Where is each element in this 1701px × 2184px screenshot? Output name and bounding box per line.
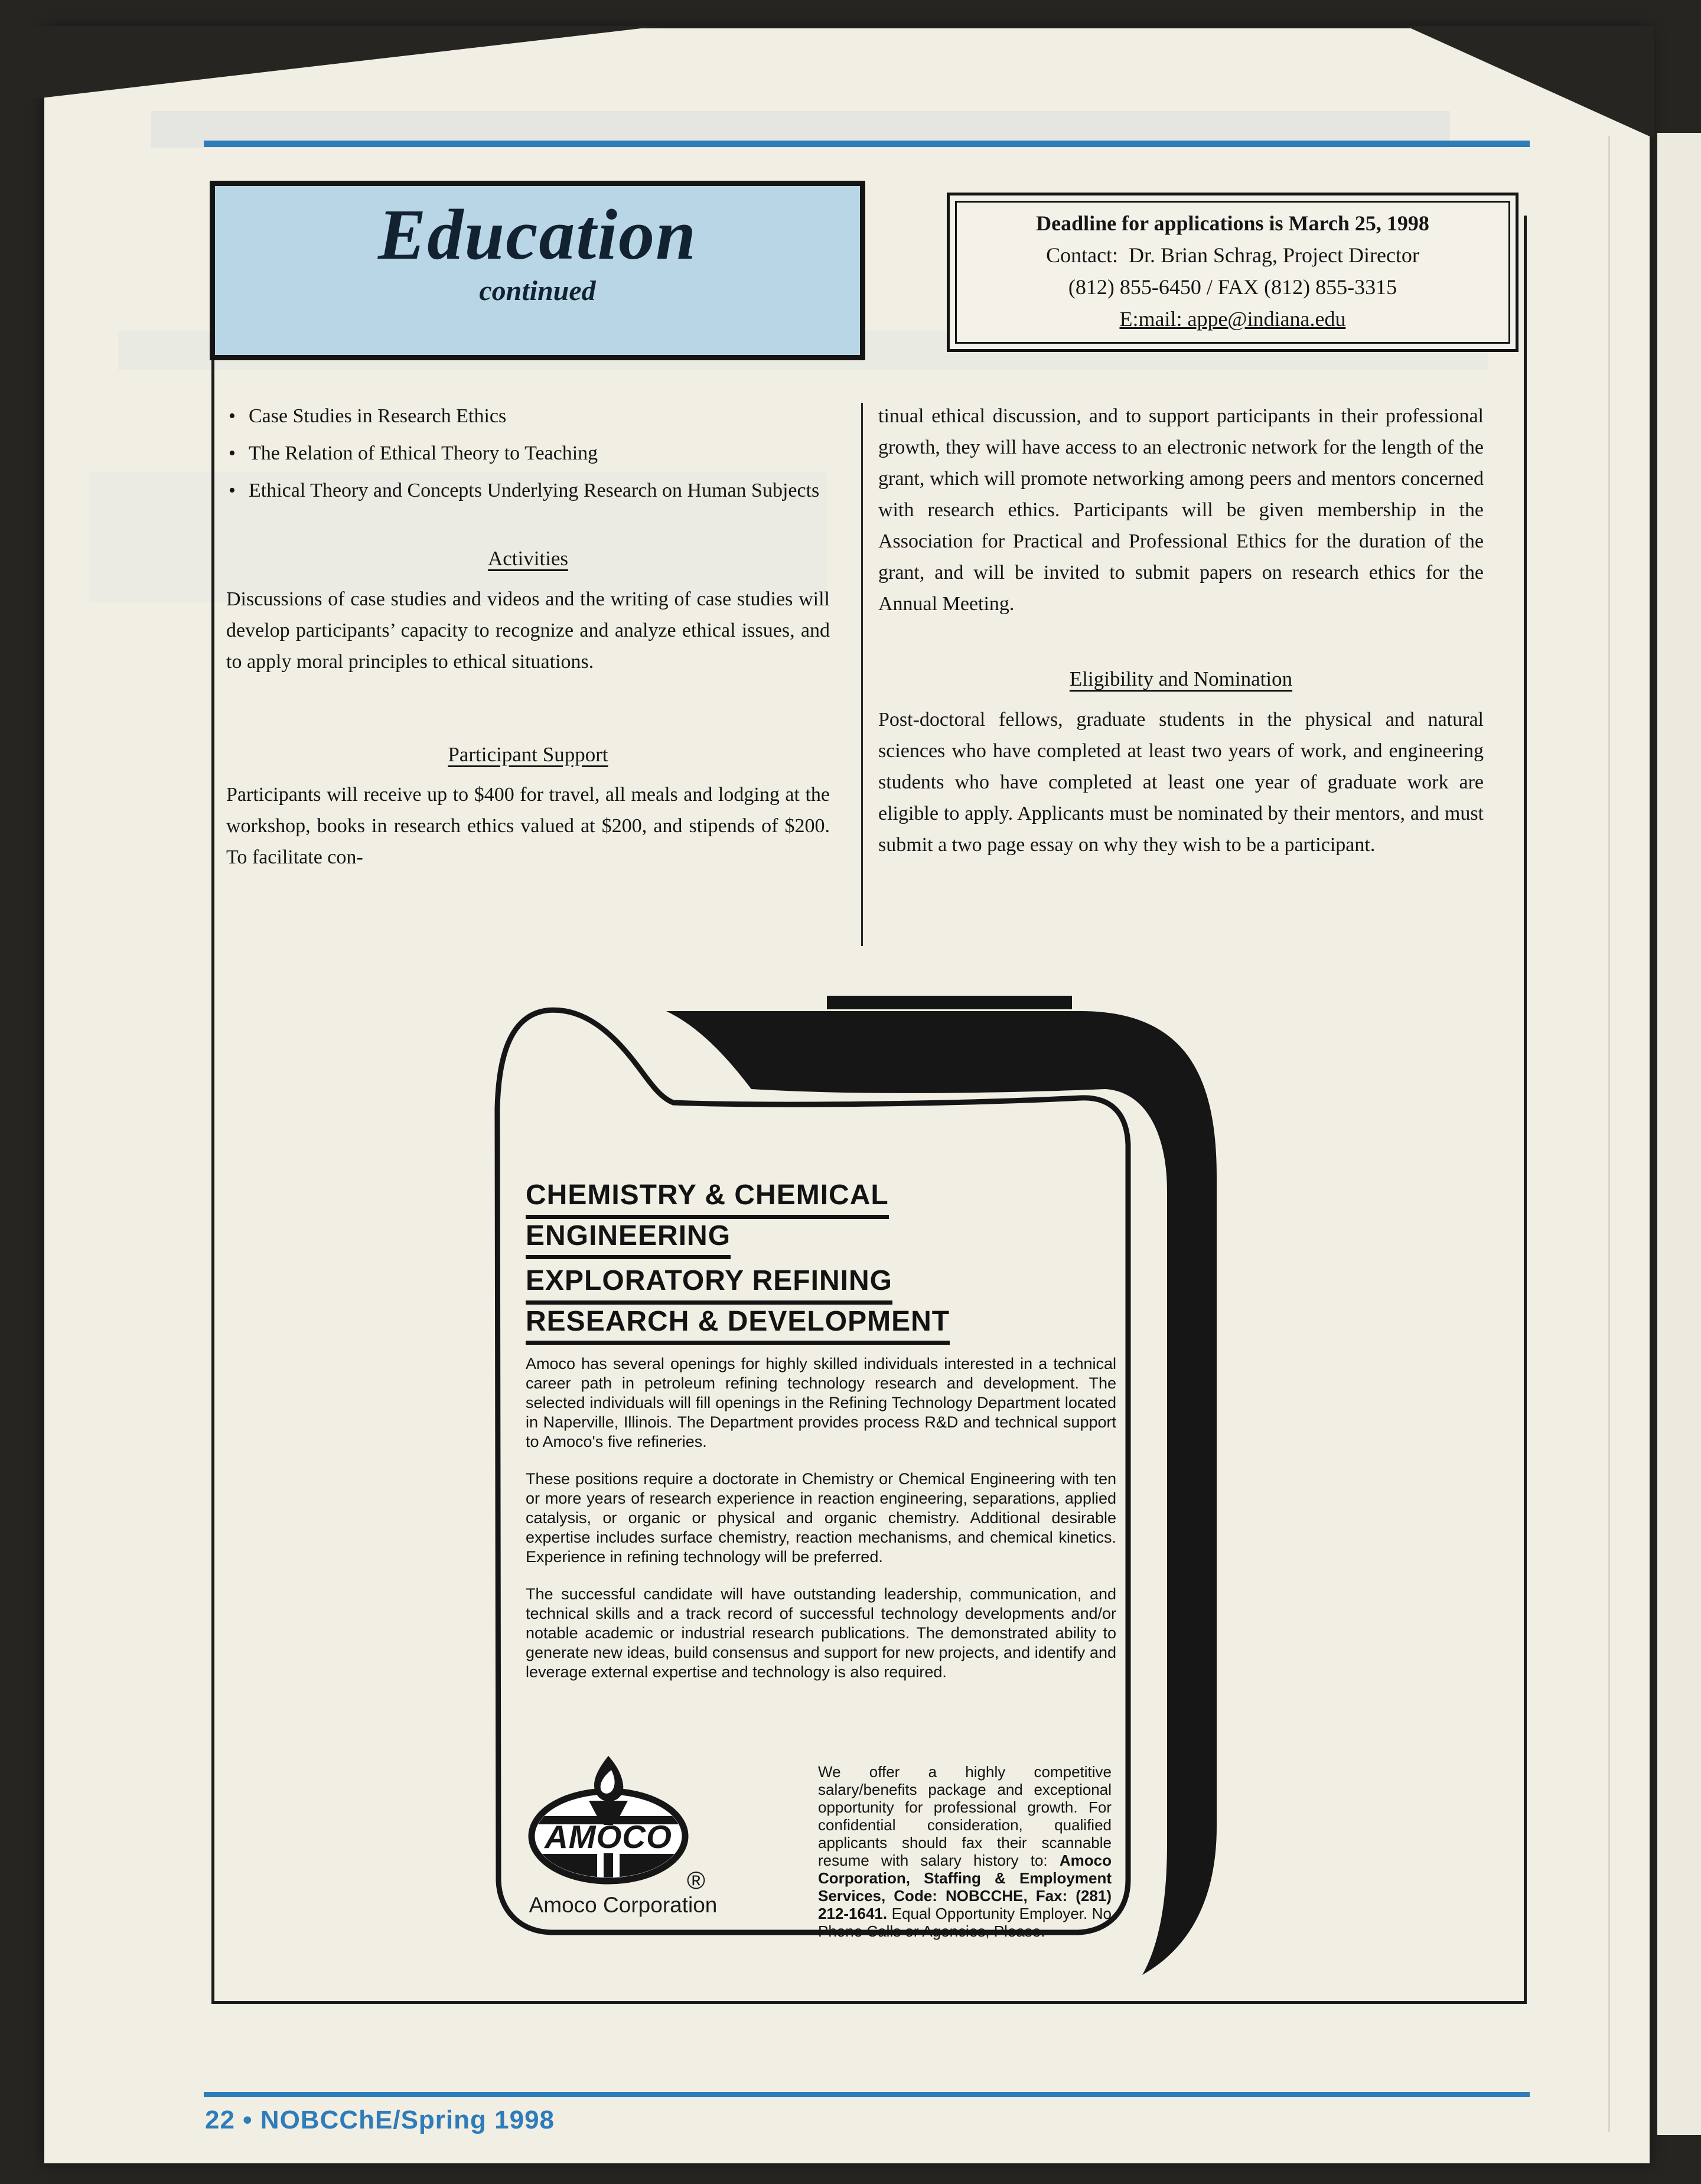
column-divider xyxy=(861,403,863,946)
ad-headline-line: CHEMISTRY & CHEMICAL xyxy=(526,1178,889,1219)
deadline-contact-box xyxy=(947,193,1518,352)
ad-fax-contact: Amoco Corporation, Staffing & Employment Services, Code: NOBCCHE, Fax: (281) 212-1641. xyxy=(818,1851,1112,1922)
ad-offer-lead: We offer a highly competitive salary/benefits package and exceptional opportunity for professional growth. For confidential consideration, qualified applicants should fax their scannable resume with salary history to: xyxy=(818,1763,1112,1869)
email-line: E:mail: appe@indiana.edu xyxy=(1119,307,1346,331)
article-right-column xyxy=(878,400,1484,860)
participant-support-heading: Participant Support xyxy=(448,742,608,766)
section-title: Education xyxy=(377,195,697,275)
ad-paragraph: Amoco has several openings for highly skilled individuals interested in a technical career path in petroleum refining technology research and development. The selected individuals will fill openings in the Refining Technology Department located in Naperville, Illinois. The Department provides process R&D and technical support to Amoco's five refineries. xyxy=(526,1355,1116,1450)
deadline-contact-inner xyxy=(955,201,1510,344)
ad-headline-line: EXPLORATORY REFINING xyxy=(526,1264,892,1305)
top-rule xyxy=(204,141,1530,147)
ad-offer-paragraph xyxy=(818,1763,1112,1940)
ad-headline-line: RESEARCH & DEVELOPMENT xyxy=(526,1305,950,1345)
ad-headline-discipline xyxy=(526,1178,889,1259)
participant-support-paragraph: Participants will receive up to $400 for travel, all meals and lodging at the workshop, books in research ethics valued at $200, and stipends of $200. To facilitate con- xyxy=(226,784,830,869)
adjacent-page-edge xyxy=(1657,133,1701,2135)
page-fold-line xyxy=(1608,136,1610,2132)
section-header-box xyxy=(210,181,865,360)
list-item: • The Relation of Ethical Theory to Teaching xyxy=(226,438,830,469)
activities-heading: Activities xyxy=(487,547,569,571)
logo-wordmark: AMOCO xyxy=(545,1818,672,1855)
continuation-paragraph: tinual ethical discussion, and to support participants in their professional growth, they will have access to an electronic network for the length of the grant, which will promote networking among peers and mentors concerned with research ethics. Participants will be given membership in the Association for Practical and Professional Ethics for the duration of the grant, and will be invited to submit papers on research ethics for the Annual Meeting. xyxy=(878,405,1484,615)
article-left-column xyxy=(226,400,830,873)
ad-offer-tail: Equal Opportunity Employer. No Phone Calls or Agencies, Please. xyxy=(818,1905,1112,1940)
page-number-label: 22 • NOBCChE/Spring 1998 xyxy=(205,2105,555,2134)
registered-mark-icon: ® xyxy=(687,1866,705,1894)
topic-list xyxy=(226,400,830,506)
eligibility-heading: Eligibility and Nomination xyxy=(1069,667,1293,691)
ad-body-copy xyxy=(526,1354,1116,1700)
phone-fax-line: (812) 855-6450 / FAX (812) 855-3315 xyxy=(1068,275,1397,299)
deadline-line: Deadline for applications is March 25, 1998 xyxy=(1036,211,1429,235)
ad-headline-position xyxy=(526,1264,950,1345)
ad-headline-line: ENGINEERING xyxy=(526,1219,731,1260)
list-item: • Ethical Theory and Concepts Underlying Research on Human Subjects xyxy=(226,475,830,506)
activities-paragraph: Discussions of case studies and videos and the writing of case studies will develop participants’ capacity to recognize and analyze ethical issues, and to apply moral principles to ethical situations. xyxy=(226,588,830,673)
ad-paragraph: The successful candidate will have outstanding leadership, communication, and technical skills and a track record of successful technology developments and/or notable academic or industrial research publications. The demonstrated ability to generate new ideas, build consensus and support for new projects, and identify and leverage external expertise and technology is also required. xyxy=(526,1585,1116,1681)
contact-line: Contact: Dr. Brian Schrag, Project Director xyxy=(1046,243,1419,267)
eligibility-paragraph: Post-doctoral fellows, graduate students in the physical and natural sciences who have completed at least two years of work, and engineering students who have completed at least one year of graduate work are eligible to apply. Applicants must be nominated by their mentors, and must submit a two page essay on why they wish to be a participant. xyxy=(878,708,1484,856)
section-subtitle: continued xyxy=(479,275,596,307)
footer-rule xyxy=(204,2092,1530,2097)
logo-caption: Amoco Corporation xyxy=(529,1893,718,1917)
ad-paragraph: These positions require a doctorate in Chemistry or Chemical Engineering with ten or more years of research experience in reaction engineering, separations, applied catalysis, or organic or physical and organic chemistry. Additional desirable expertise includes surface chemistry, reaction mechanisms, and chemical kinetics. Experience in refining technology will be preferred. xyxy=(526,1470,1116,1566)
list-item: • Case Studies in Research Ethics xyxy=(226,400,830,432)
